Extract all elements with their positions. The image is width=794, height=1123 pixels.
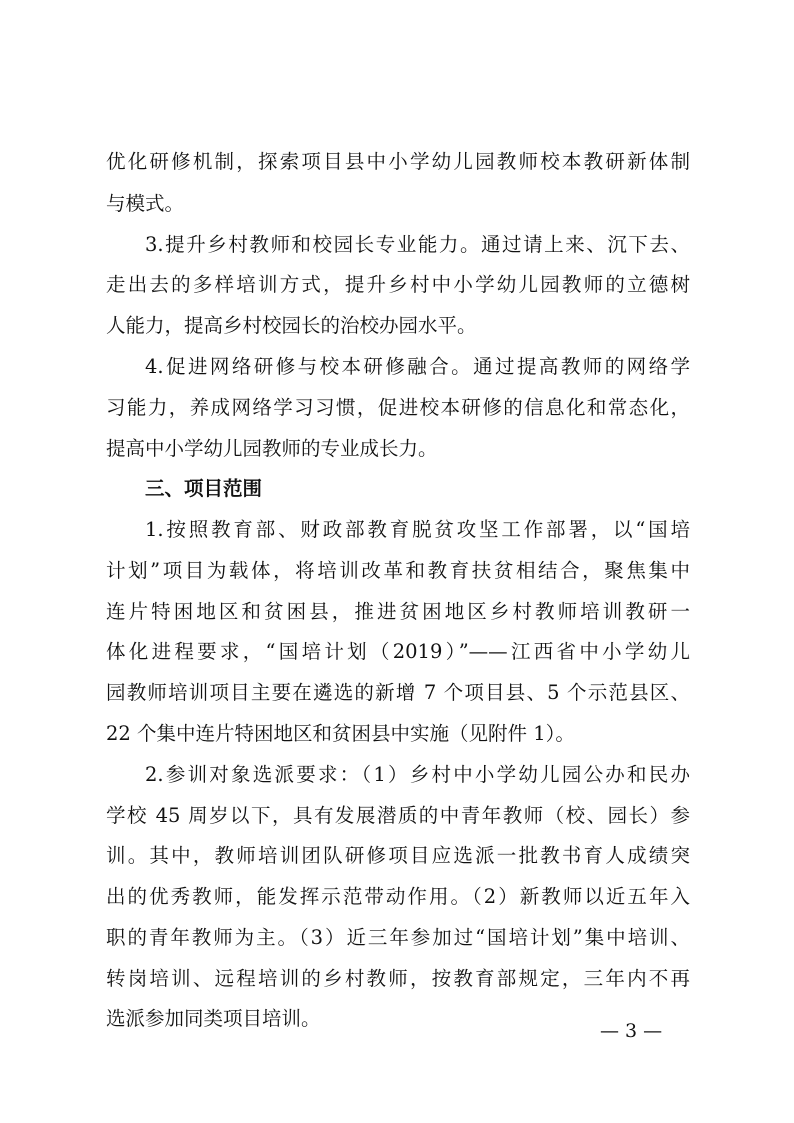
paragraph-line: 1.按照教育部、财政部教育脱贫攻坚工作部署，以“国培 [145, 518, 690, 541]
paragraph-line: 园教师培训项目主要在遴选的新增 7 个项目县、5 个示范县区、 [106, 681, 690, 704]
paragraph-line: 人能力，提高乡村校园长的治校办园水平。 [106, 314, 477, 337]
paragraph-line: 与模式。 [106, 192, 185, 215]
paragraph-line: 习能力，养成网络学习习惯，促进校本研修的信息化和常态化， [106, 396, 690, 419]
paragraph-line: 3.提升乡村教师和校园长专业能力。通过请上来、沉下去、 [145, 233, 690, 256]
paragraph-line: 职的青年教师为主。（3）近三年参加过“国培计划”集中培训、 [106, 926, 690, 949]
paragraph-line: 出的优秀教师，能发挥示范带动作用。（2）新教师以近五年入 [106, 885, 690, 908]
paragraph-line: 学校 45 周岁以下，具有发展潜质的中青年教师（校、园长）参 [106, 804, 690, 827]
paragraph-line: 提高中小学幼儿园教师的专业成长力。 [106, 437, 438, 460]
paragraph-line: 4.促进网络研修与校本研修融合。通过提高教师的网络学 [145, 355, 690, 378]
paragraph-line: 转岗培训、远程培训的乡村教师，按教育部规定，三年内不再 [106, 967, 690, 990]
page-number: — 3 — [600, 1020, 663, 1042]
paragraph-line: 走出去的多样培训方式，提升乡村中小学幼儿园教师的立德树 [106, 273, 690, 296]
section-heading: 三、项目范围 [145, 477, 263, 500]
paragraph-line: 训。其中，教师培训团队研修项目应选派一批教书育人成绩突 [106, 844, 690, 867]
paragraph-line: 选派参加同类项目培训。 [106, 1007, 321, 1030]
paragraph-line: 体化进程要求，“国培计划（2019）”——江西省中小学幼儿 [106, 640, 690, 663]
paragraph-line: 计划”项目为载体，将培训改革和教育扶贫相结合，聚焦集中 [106, 559, 690, 582]
paragraph-line: 优化研修机制，探索项目县中小学幼儿园教师校本教研新体制 [106, 150, 690, 173]
paragraph-line: 22 个集中连片特困地区和贫困县中实施（见附件 1）。 [106, 722, 575, 745]
paragraph-line: 连片特困地区和贫困县，推进贫困地区乡村教师培训教研一 [106, 600, 690, 623]
paragraph-line: 2.参训对象选派要求：（1）乡村中小学幼儿园公办和民办 [145, 763, 690, 786]
